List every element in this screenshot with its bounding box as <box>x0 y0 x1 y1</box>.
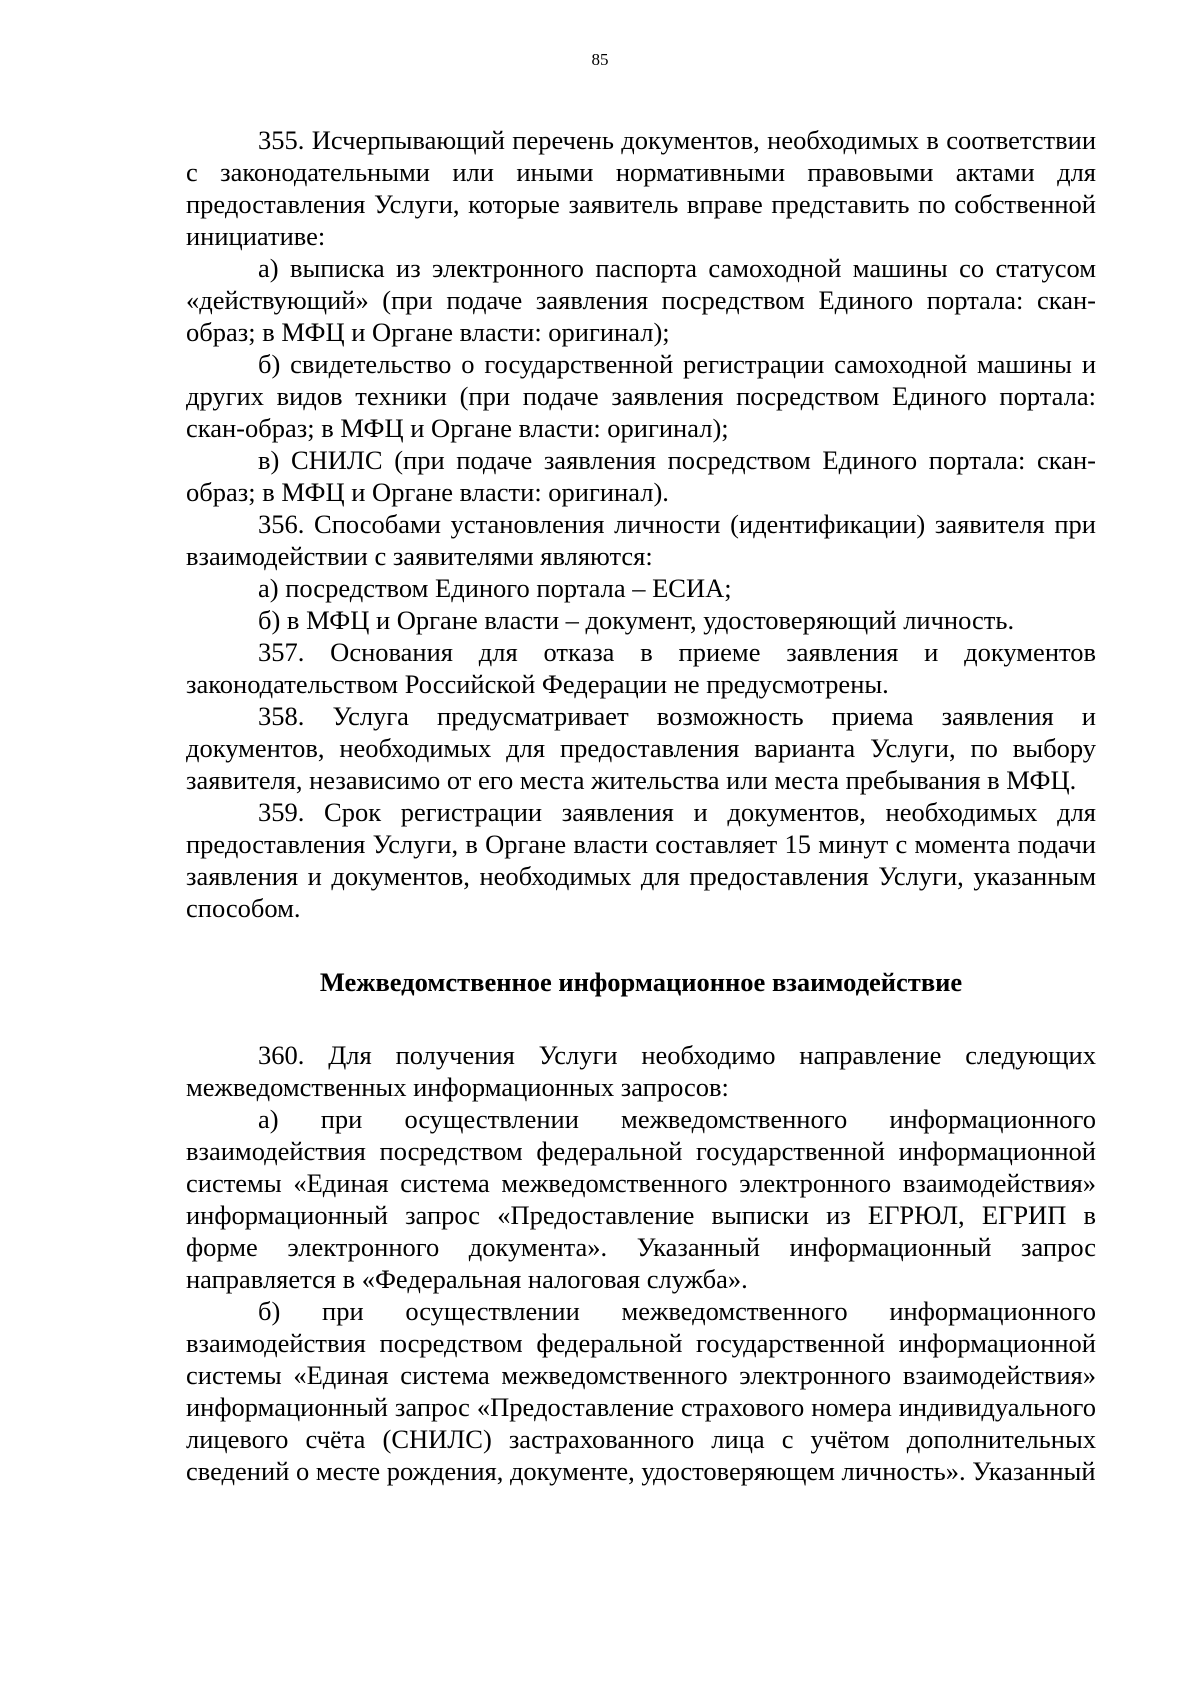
paragraph-355: 355. Исчерпывающий перечень документов, необходимых в соответствии с законодательными или иными нормативными правовыми актами для предоставления Услуги, которые заявитель вправе представить по собственной инициативе: <box>186 125 1096 251</box>
section-heading: Межведомственное информационное взаимодействие <box>319 967 963 997</box>
list-item-356-a: а) посредством Единого портала – ЕСИА; <box>258 573 732 603</box>
page-number: 85 <box>591 50 609 69</box>
list-item-355-a: а) выписка из электронного паспорта самоходной машины со статусом «действующий» (при подаче заявления посредством Единого портала: скан-образ; в МФЦ и Органе власти: оригинал); <box>186 253 1096 347</box>
paragraph-359: 359. Срок регистрации заявления и документов, необходимых для предоставления Услуги, в Органе власти составляет 15 минут с момента подачи заявления и документов, необходимых для предоставления Услуги, указанным способом. <box>186 797 1096 923</box>
list-item-355-b: б) свидетельство о государственной регистрации самоходной машины и других видов техники (при подаче заявления посредством Единого портала: скан-образ; в МФЦ и Органе власти: оригинал); <box>186 349 1096 443</box>
list-item-360-b: б) при осуществлении межведомственного информационного взаимодействия посредством федеральной государственной информационной системы «Единая система межведомственного электронного взаимодействия» информационный запрос «Предоставление страхового номера индивидуального лицевого счёта (СНИЛС) застрахованного лица с учётом дополнительных сведений о месте рождения, документе, удостоверяющем личность». Указанный <box>186 1296 1096 1486</box>
paragraph-356: 356. Способами установления личности (идентификации) заявителя при взаимодействии с заявителями являются: <box>186 509 1096 571</box>
paragraph-357: 357. Основания для отказа в приеме заявления и документов законодательством Российской Федерации не предусмотрены. <box>186 637 1096 699</box>
paragraph-358: 358. Услуга предусматривает возможность приема заявления и документов, необходимых для предоставления варианта Услуги, по выбору заявителя, независимо от его места жительства или места пребывания в МФЦ. <box>186 701 1096 795</box>
list-item-355-c: в) СНИЛС (при подаче заявления посредством Единого портала: скан-образ; в МФЦ и Органе власти: оригинал). <box>186 445 1096 507</box>
list-item-360-a: а) при осуществлении межведомственного информационного взаимодействия посредством федеральной государственной информационной системы «Единая система межведомственного электронного взаимодействия» информационный запрос «Предоставление выписки из ЕГРЮЛ, ЕГРИП в форме электронного документа». Указанный информационный запрос направляется в «Федеральная налоговая служба». <box>186 1104 1096 1294</box>
list-item-356-b: б) в МФЦ и Органе власти – документ, удостоверяющий личность. <box>258 605 1015 635</box>
paragraph-360: 360. Для получения Услуги необходимо направление следующих межведомственных информационных запросов: <box>186 1040 1096 1102</box>
document-body <box>186 124 1096 1487</box>
